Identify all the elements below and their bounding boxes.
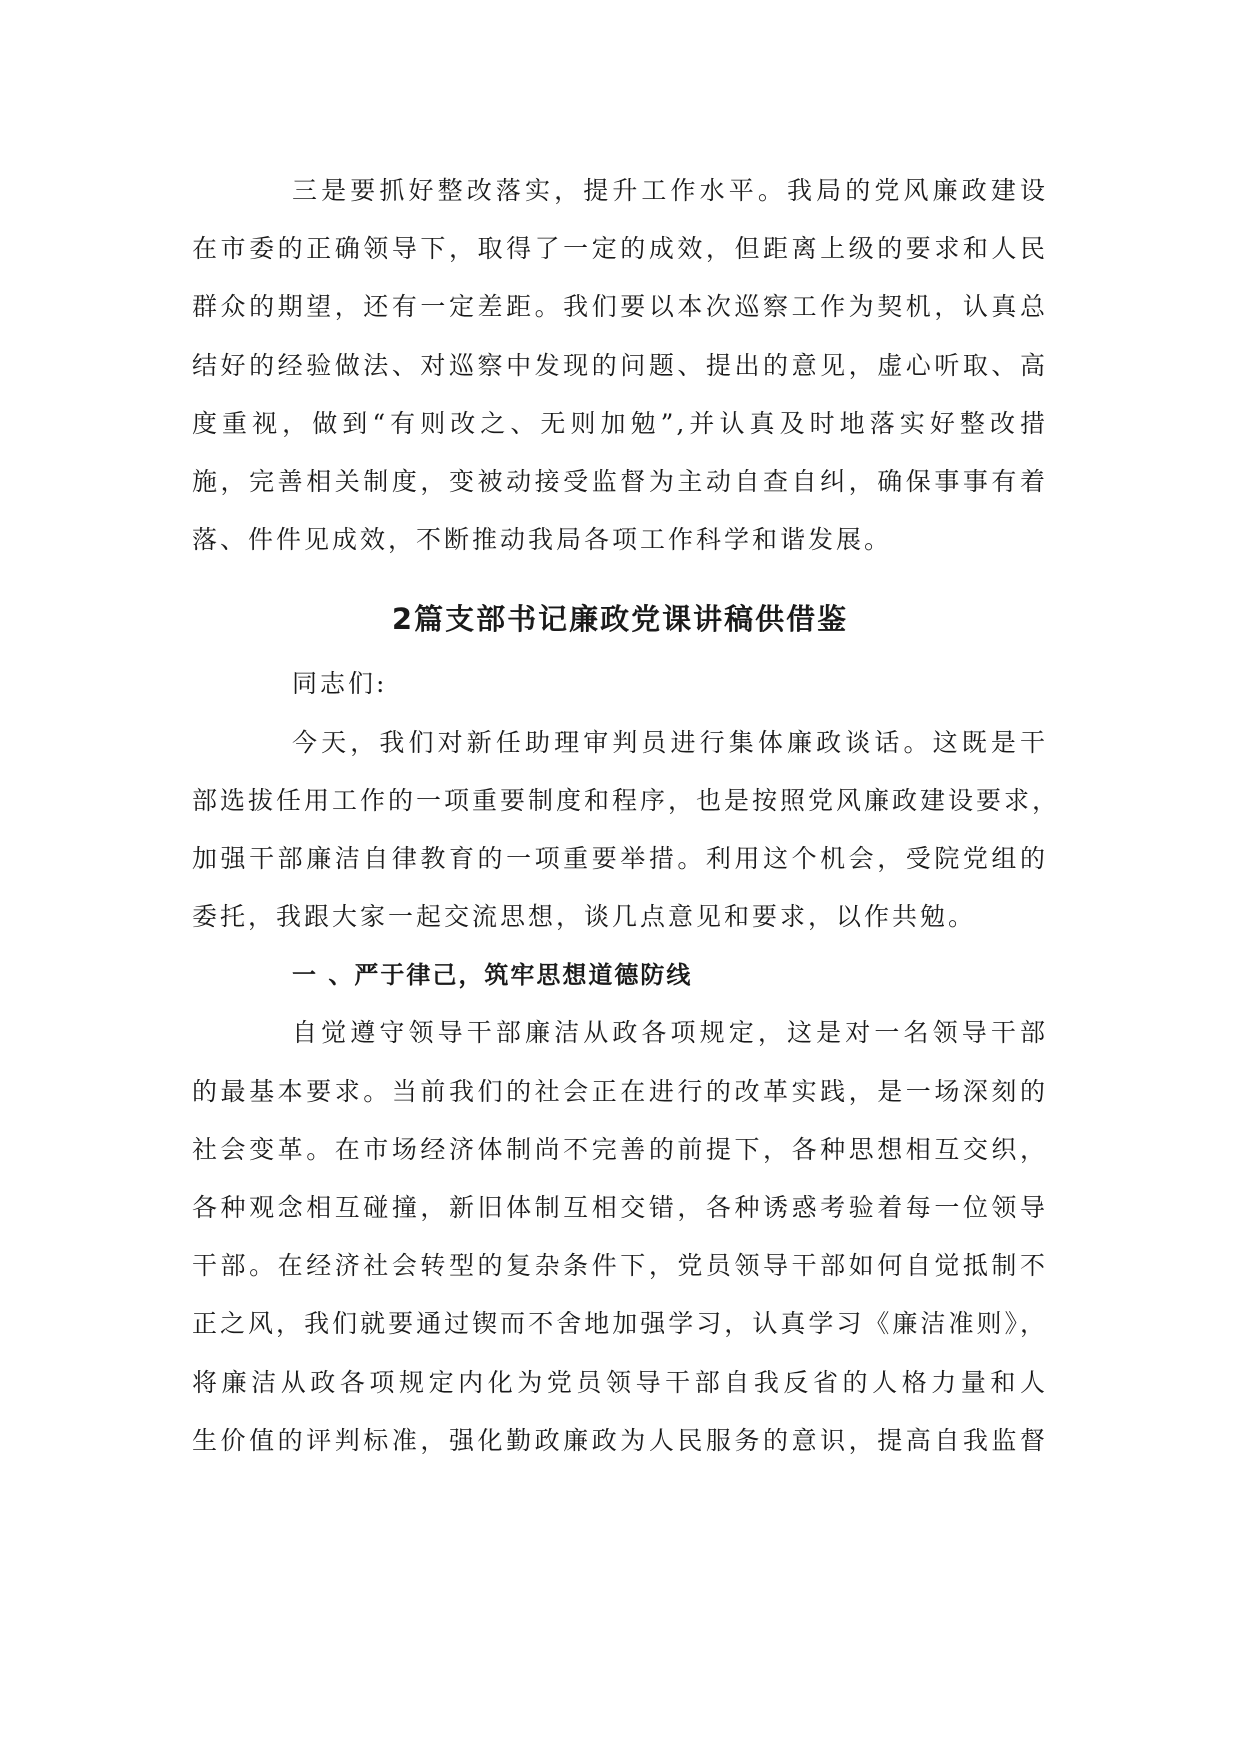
- paragraph-line: 自觉遵守领导干部廉洁从政各项规定，这是对一名领导干部: [292, 1018, 1048, 1048]
- paragraph-line: 干部。在经济社会转型的复杂条件下，党员领导干部如何自觉抵制不: [192, 1251, 1048, 1281]
- paragraph-line: 今天，我们对新任助理审判员进行集体廉政谈话。这既是干: [292, 727, 1048, 757]
- paragraph-line: 正之风，我们就要通过锲而不舍地加强学习，认真学习《廉洁准则》，: [192, 1309, 1048, 1339]
- paragraph-line: 的最基本要求。当前我们的社会正在进行的改革实践，是一场深刻的: [192, 1076, 1048, 1106]
- paragraph-line: 落、件件见成效，不断推动我局各项工作科学和谐发展。: [192, 525, 893, 555]
- paragraph-line: 结好的经验做法、对巡察中发现的问题、提出的意见，虚心听取、高: [192, 350, 1048, 380]
- paragraph-intro: [192, 714, 1061, 947]
- greeting: 同志们:: [292, 669, 388, 699]
- paragraph-line: 生价值的评判标准，强化勤政廉政为人民服务的意识，提高自我监督: [192, 1425, 1048, 1455]
- paragraph-rectification: [192, 162, 1048, 569]
- paragraph-line: 在市委的正确领导下，取得了一定的成效，但距离上级的要求和人民: [192, 234, 1048, 264]
- paragraph-line: 度重视，做到“有则改之、无则加勉”,并认真及时地落实好整改措: [192, 408, 1048, 438]
- paragraph-line: 将廉洁从政各项规定内化为党员领导干部自我反省的人格力量和人: [192, 1367, 1048, 1397]
- paragraph-line: 各种观念相互碰撞，新旧体制互相交错，各种诱惑考验着每一位领导: [192, 1193, 1048, 1222]
- paragraph-line: 委托，我跟大家一起交流思想，谈几点意见和要求，以作共勉。: [192, 902, 977, 932]
- document-body: [192, 162, 1061, 1470]
- paragraph-line: 群众的期望，还有一定差距。我们要以本次巡察工作为契机，认真总: [192, 292, 1048, 322]
- document-title: 2篇支部书记廉政党课讲稿供借鉴: [391, 602, 849, 637]
- paragraph-line: 三是要抓好整改落实，提升工作水平。我局的党风廉政建设: [292, 176, 1048, 205]
- paragraph-line: 部选拔任用工作的一项重要制度和程序，也是按照党风廉政建设要求，: [192, 785, 1061, 815]
- paragraph-self-discipline: [192, 1004, 1048, 1470]
- paragraph-line: 施，完善相关制度，变被动接受监督为主动自查自纠，确保事事有着: [192, 466, 1048, 496]
- paragraph-line: 加强干部廉洁自律教育的一项重要举措。利用这个机会，受院党组的: [192, 843, 1048, 873]
- section-heading: 一 、严于律己，筑牢思想道德防线: [292, 961, 693, 990]
- paragraph-line: 社会变革。在市场经济体制尚不完善的前提下，各种思想相互交织，: [192, 1134, 1048, 1164]
